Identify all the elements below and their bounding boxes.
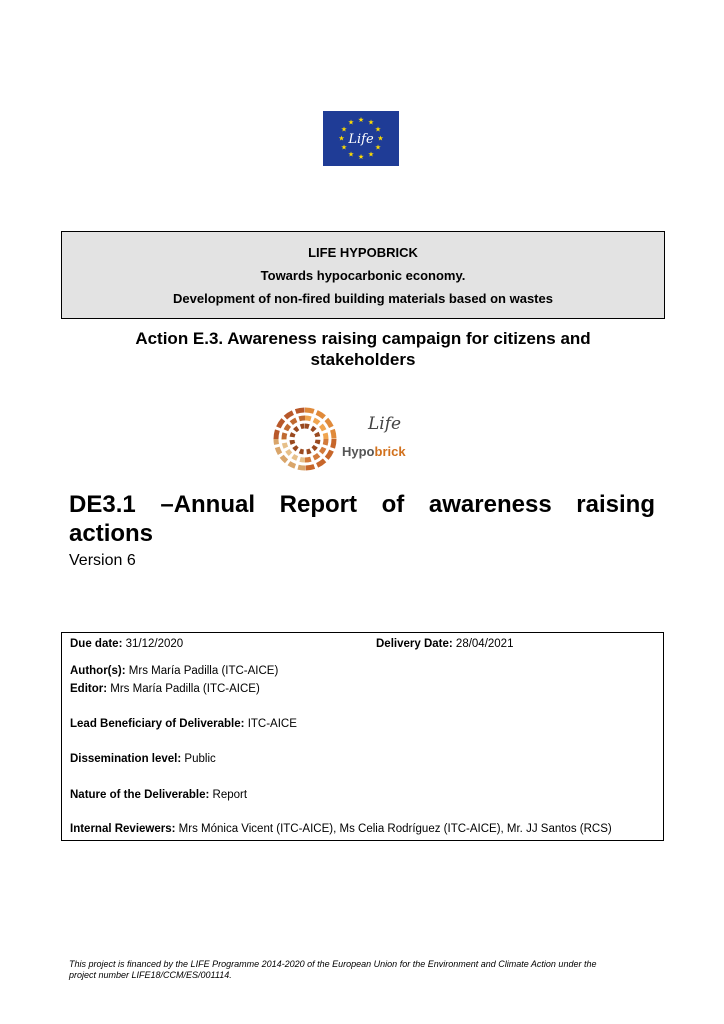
authors-value: Mrs María Padilla (ITC-AICE) bbox=[128, 665, 279, 677]
reviewers-row bbox=[70, 821, 612, 838]
svg-text:★: ★ bbox=[367, 150, 375, 159]
logo-brick-part: brick bbox=[374, 444, 406, 459]
hypobrick-logo bbox=[270, 404, 415, 474]
action-title-line1: Action E.3. Awareness raising campaign for citizens and bbox=[135, 329, 591, 348]
svg-text:★: ★ bbox=[374, 125, 382, 134]
footer-line2: project number LIFE18/CCM/ES/001114. bbox=[69, 970, 232, 980]
logo-hypobrick-text bbox=[342, 444, 406, 459]
dissemination-value: Public bbox=[184, 753, 216, 765]
delivery-date-value: 28/04/2021 bbox=[455, 638, 514, 650]
authors-label: Author(s): bbox=[70, 665, 126, 677]
lead-beneficiary-label: Lead Beneficiary of Deliverable: bbox=[70, 718, 245, 730]
funding-footer bbox=[69, 959, 659, 981]
project-title-box bbox=[61, 231, 665, 319]
lead-beneficiary-row bbox=[70, 716, 297, 733]
project-description: Development of non-fired building materials based on wastes bbox=[173, 291, 553, 306]
dissemination-row bbox=[70, 751, 216, 768]
authors-row bbox=[70, 663, 278, 680]
delivery-date-label: Delivery Date: bbox=[376, 638, 453, 650]
project-acronym: LIFE HYPOBRICK bbox=[308, 245, 418, 260]
nature-row bbox=[70, 787, 247, 804]
reviewers-label: Internal Reviewers: bbox=[70, 823, 176, 835]
svg-text:★: ★ bbox=[347, 150, 355, 159]
eu-life-wordmark: Life bbox=[348, 132, 374, 147]
eu-stars-icon bbox=[323, 111, 399, 166]
brick-circle-icon bbox=[270, 404, 340, 474]
svg-text:★: ★ bbox=[347, 118, 355, 127]
action-title-line2: stakeholders bbox=[310, 350, 416, 369]
svg-text:★: ★ bbox=[367, 118, 375, 127]
reviewers-value: Mrs Mónica Vicent (ITC-AICE), Ms Celia Rodríguez (ITC-AICE), Mr. JJ Santos (RCS) bbox=[178, 823, 612, 835]
svg-text:★: ★ bbox=[374, 143, 382, 152]
footer-line1: This project is financed by the LIFE Programme 2014-2020 of the European Union for the Environment and Climate Action under the bbox=[69, 959, 597, 969]
logo-life-text: Life bbox=[368, 414, 402, 434]
project-subtitle: Towards hypocarbonic economy. bbox=[260, 268, 466, 283]
svg-text:★: ★ bbox=[338, 134, 345, 143]
svg-text:★: ★ bbox=[357, 153, 365, 161]
nature-label: Nature of the Deliverable: bbox=[70, 789, 210, 801]
due-date-label: Due date: bbox=[70, 638, 123, 650]
due-date-value: 31/12/2020 bbox=[125, 638, 184, 650]
version-label: Version 6 bbox=[69, 552, 136, 569]
delivery-date-row bbox=[376, 636, 513, 653]
editor-value: Mrs María Padilla (ITC-AICE) bbox=[110, 683, 260, 695]
svg-text:★: ★ bbox=[340, 143, 348, 152]
deliverable-title: DE3.1 –Annual Report of awareness raising actions bbox=[69, 491, 655, 547]
action-title bbox=[61, 328, 665, 370]
editor-label: Editor: bbox=[70, 683, 108, 695]
logo-hypo-part: Hypo bbox=[342, 444, 375, 459]
due-date-row bbox=[70, 636, 183, 653]
nature-value: Report bbox=[212, 789, 248, 801]
eu-life-logo bbox=[323, 111, 399, 166]
dissemination-label: Dissemination level: bbox=[70, 753, 182, 765]
svg-text:★: ★ bbox=[340, 125, 348, 134]
editor-row bbox=[70, 681, 260, 698]
deliverable-info-box bbox=[61, 632, 664, 841]
lead-beneficiary-value: ITC-AICE bbox=[247, 718, 297, 730]
svg-text:★: ★ bbox=[357, 116, 365, 124]
svg-text:★: ★ bbox=[377, 134, 384, 143]
